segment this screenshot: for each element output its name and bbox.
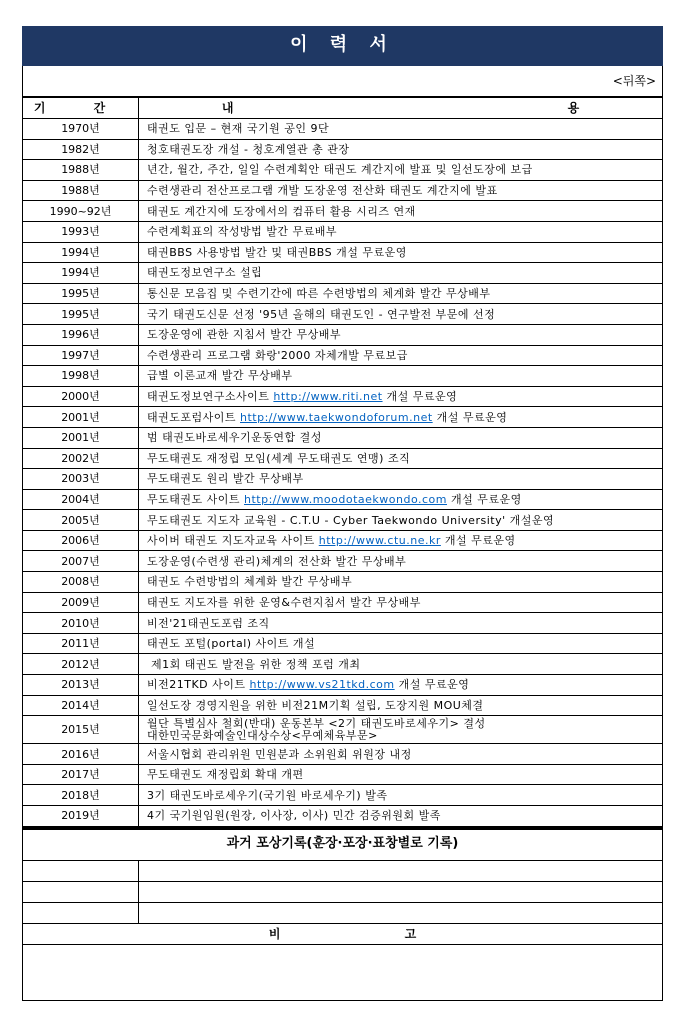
history-year-cell: 2001년 bbox=[23, 427, 139, 448]
history-text: 태권BBS 사용방법 발간 및 태권BBS 개설 무료운영 bbox=[147, 245, 407, 259]
history-year-cell: 2017년 bbox=[23, 764, 139, 785]
history-row bbox=[23, 675, 663, 696]
history-year-cell: 2001년 bbox=[23, 407, 139, 428]
history-text: 무도태권도 사이트 bbox=[147, 492, 245, 506]
history-content-cell bbox=[139, 675, 663, 696]
award-year-cell[interactable] bbox=[23, 860, 139, 881]
history-row bbox=[23, 592, 663, 613]
history-year-cell: 2019년 bbox=[23, 806, 139, 827]
history-row bbox=[23, 324, 663, 345]
history-text: 제1회 태권도 발전을 위한 정책 포럼 개최 bbox=[147, 657, 361, 671]
history-row bbox=[23, 654, 663, 675]
history-text: 도장운영(수련생 관리)체계의 전산화 발간 무상배부 bbox=[147, 554, 407, 568]
history-year-cell: 1993년 bbox=[23, 221, 139, 242]
history-text: 수련생관리 프로그램 화랑'2000 자체개발 무료보급 bbox=[147, 348, 408, 362]
history-year-cell: 2004년 bbox=[23, 489, 139, 510]
history-row bbox=[23, 427, 663, 448]
page-title: 이 력 서 bbox=[22, 26, 663, 66]
website-link[interactable]: http://www.vs21tkd.com bbox=[249, 678, 395, 692]
history-text: 통신문 모음집 및 수련기간에 따른 수련방법의 체계화 발간 무상배부 bbox=[147, 287, 491, 301]
history-text: 태권도 입문 – 현재 국기원 공인 9단 bbox=[147, 122, 330, 136]
history-content-cell bbox=[139, 201, 663, 222]
website-link[interactable]: http://www.riti.net bbox=[273, 390, 383, 404]
content-header: 내 용 bbox=[139, 97, 663, 119]
history-content-cell bbox=[139, 345, 663, 366]
history-text: 개설 무료운영 bbox=[440, 534, 516, 548]
history-row bbox=[23, 263, 663, 284]
history-text: 개설 무료운영 bbox=[382, 390, 458, 404]
history-row bbox=[23, 530, 663, 551]
history-year-cell: 2012년 bbox=[23, 654, 139, 675]
history-year-cell: 2002년 bbox=[23, 448, 139, 469]
remarks-body[interactable] bbox=[22, 945, 663, 1001]
history-content-cell bbox=[139, 263, 663, 284]
award-row bbox=[23, 881, 663, 902]
history-content-cell bbox=[139, 592, 663, 613]
history-year-cell: 2013년 bbox=[23, 675, 139, 696]
history-text: 3기 태권도바로세우기(국기원 바로세우기) 발족 bbox=[147, 788, 388, 802]
history-row bbox=[23, 242, 663, 263]
history-header-row bbox=[23, 97, 663, 119]
history-row bbox=[23, 139, 663, 160]
history-text: 태권도 계간지에 도장에서의 컴퓨터 활용 시리즈 연재 bbox=[147, 204, 416, 218]
history-row bbox=[23, 744, 663, 765]
history-text: 서울시협회 관리위원 민원분과 소위원회 위원장 내정 bbox=[147, 747, 412, 761]
history-text: 비전'21태권도포럼 조직 bbox=[147, 616, 270, 630]
history-content-cell bbox=[139, 180, 663, 201]
history-text: 월단 특별심사 철회(반대) 운동본부 <2기 태권도바로세우기> 결성 bbox=[147, 716, 486, 730]
award-year-cell[interactable] bbox=[23, 881, 139, 902]
history-content-cell bbox=[139, 785, 663, 806]
history-row bbox=[23, 345, 663, 366]
history-year-cell: 1996년 bbox=[23, 324, 139, 345]
history-text: 태권도정보연구소사이트 bbox=[147, 390, 274, 404]
awards-section-title: 과거 포상기록(훈장·포장·표창별로 기록) bbox=[22, 827, 663, 860]
website-link[interactable]: http://www.moodotaekwondo.com bbox=[244, 492, 447, 506]
history-text: 태권도정보연구소 설립 bbox=[147, 266, 263, 280]
history-year-cell: 2014년 bbox=[23, 695, 139, 716]
history-row bbox=[23, 201, 663, 222]
history-content-cell bbox=[139, 551, 663, 572]
year-header: 기 간 bbox=[23, 97, 139, 119]
history-row bbox=[23, 695, 663, 716]
history-year-cell: 2009년 bbox=[23, 592, 139, 613]
history-year-cell: 1995년 bbox=[23, 304, 139, 325]
history-content-cell bbox=[139, 139, 663, 160]
history-row bbox=[23, 119, 663, 140]
history-content-cell bbox=[139, 510, 663, 531]
history-year-cell: 1994년 bbox=[23, 263, 139, 284]
history-year-cell: 1998년 bbox=[23, 366, 139, 387]
history-text: 수련계획표의 작성방법 발간 무료배부 bbox=[147, 225, 338, 239]
history-row bbox=[23, 489, 663, 510]
history-text: 4기 국기원임원(원장, 이사장, 이사) 민간 검증위원회 발족 bbox=[147, 809, 441, 823]
history-content-cell bbox=[139, 572, 663, 593]
history-text: 무도태권도 지도자 교육원 - C.T.U - Cyber Taekwondo University' 개설운영 bbox=[147, 513, 555, 527]
history-content-cell bbox=[139, 654, 663, 675]
history-content-cell bbox=[139, 806, 663, 827]
history-text: 급별 이론교재 발간 무상배부 bbox=[147, 369, 293, 383]
history-content-cell bbox=[139, 695, 663, 716]
history-year-cell: 1994년 bbox=[23, 242, 139, 263]
website-link[interactable]: http://www.taekwondoforum.net bbox=[240, 410, 433, 424]
history-text: 무도태권도 원리 발간 무상배부 bbox=[147, 472, 304, 486]
history-text: 년간, 월간, 주간, 일일 수련계획안 태권도 계간지에 발표 및 일선도장에 보급 bbox=[147, 163, 533, 177]
history-text: 개설 무료운영 bbox=[432, 410, 508, 424]
history-row bbox=[23, 160, 663, 181]
award-content-cell[interactable] bbox=[139, 902, 663, 923]
awards-table bbox=[22, 860, 663, 924]
history-text: 일선도장 경영지원을 위한 비전21M기획 설립, 도장지원 MOU체결 bbox=[147, 698, 484, 712]
history-text: 무도태권도 재정립회 확대 개편 bbox=[147, 768, 304, 782]
history-table bbox=[22, 96, 663, 827]
history-content-cell bbox=[139, 716, 663, 744]
history-year-cell: 1988년 bbox=[23, 180, 139, 201]
history-text: 도장운영에 관한 지침서 발간 무상배부 bbox=[147, 328, 342, 342]
history-row bbox=[23, 806, 663, 827]
history-year-cell: 2008년 bbox=[23, 572, 139, 593]
history-text: 청호태권도장 개설 - 청호계열관 총 관장 bbox=[147, 142, 350, 156]
history-year-cell: 2006년 bbox=[23, 530, 139, 551]
history-content-cell bbox=[139, 427, 663, 448]
history-row bbox=[23, 469, 663, 490]
history-row bbox=[23, 633, 663, 654]
history-year-cell: 2011년 bbox=[23, 633, 139, 654]
history-row bbox=[23, 572, 663, 593]
history-content-cell bbox=[139, 613, 663, 634]
history-text: 개설 무료운영 bbox=[394, 678, 470, 692]
history-content-cell bbox=[139, 489, 663, 510]
history-content-cell bbox=[139, 448, 663, 469]
history-content-cell bbox=[139, 119, 663, 140]
page-side-note: <뒤쪽> bbox=[22, 66, 663, 96]
award-content-cell[interactable] bbox=[139, 860, 663, 881]
award-content-cell[interactable] bbox=[139, 881, 663, 902]
history-content-cell bbox=[139, 221, 663, 242]
history-content-cell bbox=[139, 160, 663, 181]
history-content-cell bbox=[139, 304, 663, 325]
remarks-title: 비 고 bbox=[22, 924, 663, 945]
history-year-cell: 2010년 bbox=[23, 613, 139, 634]
history-year-cell: 1982년 bbox=[23, 139, 139, 160]
history-year-cell: 1995년 bbox=[23, 283, 139, 304]
history-content-cell bbox=[139, 744, 663, 765]
history-content-cell bbox=[139, 469, 663, 490]
history-year-cell: 2018년 bbox=[23, 785, 139, 806]
history-year-cell: 1997년 bbox=[23, 345, 139, 366]
history-content-cell bbox=[139, 633, 663, 654]
history-row bbox=[23, 764, 663, 785]
history-text-line2: 대한민국문화예술인대상수상<무예체육부문> bbox=[147, 728, 378, 742]
history-text: 태권도 수련방법의 체계화 발간 무상배부 bbox=[147, 575, 353, 589]
award-row bbox=[23, 902, 663, 923]
history-text: 범 태권도바로세우기운동연합 결성 bbox=[147, 431, 322, 445]
website-link[interactable]: http://www.ctu.ne.kr bbox=[318, 534, 441, 548]
history-text: 국기 태권도신문 선정 '95년 올해의 태권도인 - 연구발전 부문에 선정 bbox=[147, 307, 496, 321]
history-row bbox=[23, 407, 663, 428]
history-year-cell: 1988년 bbox=[23, 160, 139, 181]
history-text: 무도태권도 재정립 모임(세계 무도태권도 연맹) 조직 bbox=[147, 451, 411, 465]
history-year-cell: 2016년 bbox=[23, 744, 139, 765]
history-text: 개설 무료운영 bbox=[446, 492, 522, 506]
history-text: 수련생관리 전산프로그램 개발 도장운영 전산화 태권도 계간지에 발표 bbox=[147, 184, 498, 198]
history-row bbox=[23, 510, 663, 531]
history-row bbox=[23, 283, 663, 304]
history-text: 태권도 지도자를 위한 운영&수련지침서 발간 무상배부 bbox=[147, 595, 421, 609]
history-row bbox=[23, 448, 663, 469]
history-row bbox=[23, 386, 663, 407]
history-row bbox=[23, 221, 663, 242]
history-row bbox=[23, 180, 663, 201]
history-year-cell: 2015년 bbox=[23, 716, 139, 744]
history-content-cell bbox=[139, 764, 663, 785]
history-row bbox=[23, 551, 663, 572]
history-content-cell bbox=[139, 386, 663, 407]
history-year-cell: 1970년 bbox=[23, 119, 139, 140]
award-row bbox=[23, 860, 663, 881]
history-row bbox=[23, 613, 663, 634]
history-text: 태권도 포털(portal) 사이트 개설 bbox=[147, 637, 316, 651]
history-text: 사이버 태권도 지도자교육 사이트 bbox=[147, 534, 319, 548]
history-year-cell: 1990~92년 bbox=[23, 201, 139, 222]
history-text: 태권도포럼사이트 bbox=[147, 410, 241, 424]
history-year-cell: 2007년 bbox=[23, 551, 139, 572]
history-text: 비전21TKD 사이트 bbox=[147, 678, 250, 692]
history-row bbox=[23, 785, 663, 806]
history-body bbox=[23, 119, 663, 827]
resume-sheet bbox=[22, 26, 663, 1001]
history-year-cell: 2000년 bbox=[23, 386, 139, 407]
history-year-cell: 2003년 bbox=[23, 469, 139, 490]
history-row bbox=[23, 716, 663, 744]
history-content-cell bbox=[139, 324, 663, 345]
history-row bbox=[23, 304, 663, 325]
history-content-cell bbox=[139, 530, 663, 551]
history-row bbox=[23, 366, 663, 387]
award-year-cell[interactable] bbox=[23, 902, 139, 923]
history-content-cell bbox=[139, 407, 663, 428]
history-content-cell bbox=[139, 242, 663, 263]
history-year-cell: 2005년 bbox=[23, 510, 139, 531]
history-content-cell bbox=[139, 366, 663, 387]
history-content-cell bbox=[139, 283, 663, 304]
